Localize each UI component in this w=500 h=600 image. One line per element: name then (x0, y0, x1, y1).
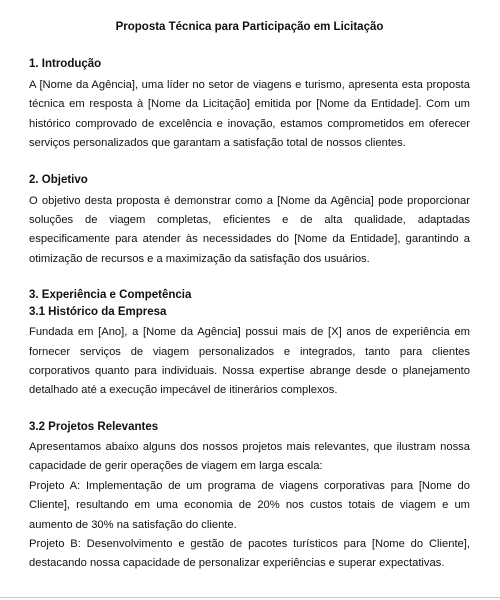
section-heading-objective: 2. Objetivo (29, 173, 88, 186)
subsection-heading-history: 3.1 Histórico da Empresa (29, 306, 167, 319)
paragraph-project-a: Projeto A: Implementação de um programa de viagens corporativas para [Nome do Cliente], resultando em uma economia de 20% nos custos totais de viagem e um aumento de 30% na satisfação do cliente. (29, 479, 470, 531)
paragraph-introduction: A [Nome da Agência], uma líder no setor de viagens e turismo, apresenta esta proposta técnica em resposta à [Nome da Licitação] emitida por [Nome da Entidade]. Com um histórico comprovado de excelência e inovação, estamos comprometidos em oferecer serviços personalizados que garantam a satisfação total de nossos clientes. (29, 79, 470, 150)
paragraph-history: Fundada em [Ano], a [Nome da Agência] possui mais de [X] anos de experiência em fornecer serviços de viagem personalizados e integrados, tanto para clientes corporativos quanto para individuais. Nossa expertise abrange desde o planejamento detalhado até a execução impecável de itinerários complexos. (29, 326, 470, 397)
paragraph-project-b: Projeto B: Desenvolvimento e gestão de pacotes turísticos para [Nome do Cliente], destacando nossa capacidade de personalizar experiências e superar expectativas. (29, 537, 470, 570)
document-title: Proposta Técnica para Participação em Licitação (115, 21, 384, 33)
page-bottom-divider (0, 597, 500, 598)
section-introduction (29, 57, 470, 154)
paragraph-projects-intro: Apresentamos abaixo alguns dos nossos projetos mais relevantes, que ilustram nossa capacidade de gerir operações de viagem em larga escala: (29, 440, 470, 473)
section-experience (29, 288, 470, 573)
section-heading-experience: 3. Experiência e Competência (29, 289, 192, 302)
subsection-heading-projects: 3.2 Projetos Relevantes (29, 420, 159, 433)
paragraph-objective: O objetivo desta proposta é demonstrar como a [Nome da Agência] pode proporcionar soluções de viagem completas, eficientes e de alta qualidade, adaptadas especificamente para atender às necessidades do [Nome da Entidade], garantindo a otimização de recursos e a maximização da satisfação dos usuários. (29, 194, 470, 265)
section-heading-introduction: 1. Introdução (29, 58, 102, 70)
section-objective (29, 173, 470, 270)
